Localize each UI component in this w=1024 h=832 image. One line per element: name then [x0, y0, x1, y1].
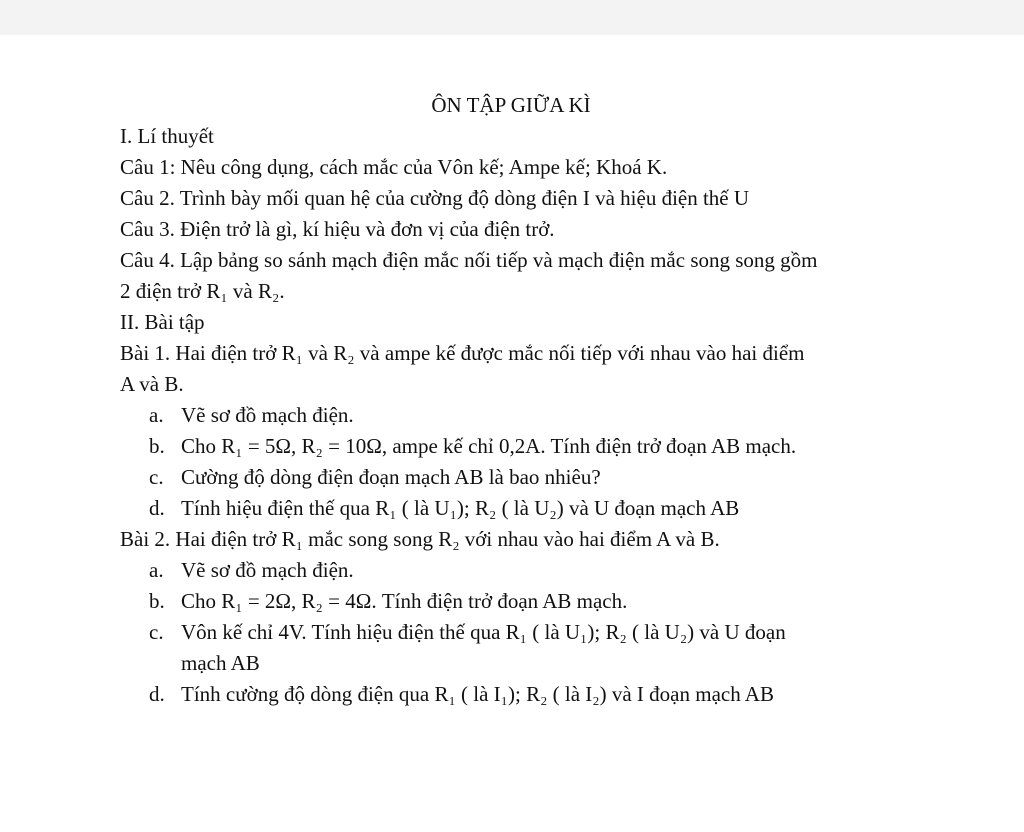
exercise-1-item-b: [120, 431, 920, 462]
list-marker: d.: [149, 496, 165, 520]
list-marker: b.: [149, 434, 165, 458]
question-4-line-2: 2 điện trở R₁ và R₂.: [120, 279, 285, 303]
list-item-text: Tính cường độ dòng điện qua R₁ ( là I₁); R₂ ( là I₂) và I đoạn mạch AB: [181, 682, 774, 706]
section-heading-exercises: II. Bài tập: [120, 310, 205, 334]
list-marker: a.: [149, 403, 164, 427]
exercise-1-line-1: Bài 1. Hai điện trở R₁ và R₂ và ampe kế được mắc nối tiếp với nhau vào hai điểm: [120, 341, 805, 365]
exercise-2-line-1: Bài 2. Hai điện trở R₁ mắc song song R₂ với nhau vào hai điểm A và B.: [120, 527, 720, 551]
list-marker: a.: [149, 558, 164, 582]
question-1: Câu 1: Nêu công dụng, cách mắc của Vôn kế; Ampe kế; Khoá K.: [120, 155, 668, 179]
list-item-text: Cường độ dòng điện đoạn mạch AB là bao nhiêu?: [181, 465, 601, 489]
list-item-text-continued: mạch AB: [181, 651, 260, 675]
question-4-line-1: Câu 4. Lập bảng so sánh mạch điện mắc nối tiếp và mạch điện mắc song song gồm: [120, 248, 818, 272]
question-2: Câu 2. Trình bày mối quan hệ của cường độ dòng điện I và hiệu điện thế U: [120, 186, 750, 210]
exercise-2-item-a: [120, 555, 920, 586]
list-item-text: Vẽ sơ đồ mạch điện.: [181, 403, 354, 427]
exercise-1-item-a: [120, 400, 920, 431]
document-page: [0, 35, 1024, 832]
document-title: ÔN TẬP GIỮA KÌ: [431, 93, 591, 117]
section-heading-theory: I. Lí thuyết: [120, 124, 214, 148]
list-item-text: Cho R₁ = 5Ω, R₂ = 10Ω, ampe kế chỉ 0,2A. Tính điện trở đoạn AB mạch.: [181, 434, 797, 458]
exercise-2-item-c: [120, 617, 920, 679]
list-item-text: Vẽ sơ đồ mạch điện.: [181, 558, 354, 582]
list-item-text: Cho R₁ = 2Ω, R₂ = 4Ω. Tính điện trở đoạn AB mạch.: [181, 589, 628, 613]
question-3: Câu 3. Điện trở là gì, kí hiệu và đơn vị của điện trở.: [120, 217, 555, 241]
list-marker: b.: [149, 589, 165, 613]
exercise-1-item-c: [120, 462, 920, 493]
window-top-band: [0, 0, 1024, 35]
exercise-2-item-d: [120, 679, 920, 710]
exercise-2-item-b: [120, 586, 920, 617]
list-marker: c.: [149, 620, 164, 644]
list-marker: c.: [149, 465, 164, 489]
exercise-1-line-2: A và B.: [120, 372, 184, 396]
exercise-1-item-d: [120, 493, 920, 524]
list-marker: d.: [149, 682, 165, 706]
document-body: [120, 90, 920, 710]
list-item-text: Tính hiệu điện thế qua R₁ ( là U₁); R₂ ( là U₂) và U đoạn mạch AB: [181, 496, 740, 520]
list-item-text: Vôn kế chỉ 4V. Tính hiệu điện thế qua R₁ ( là U₁); R₂ ( là U₂) và U đoạn: [181, 620, 786, 644]
